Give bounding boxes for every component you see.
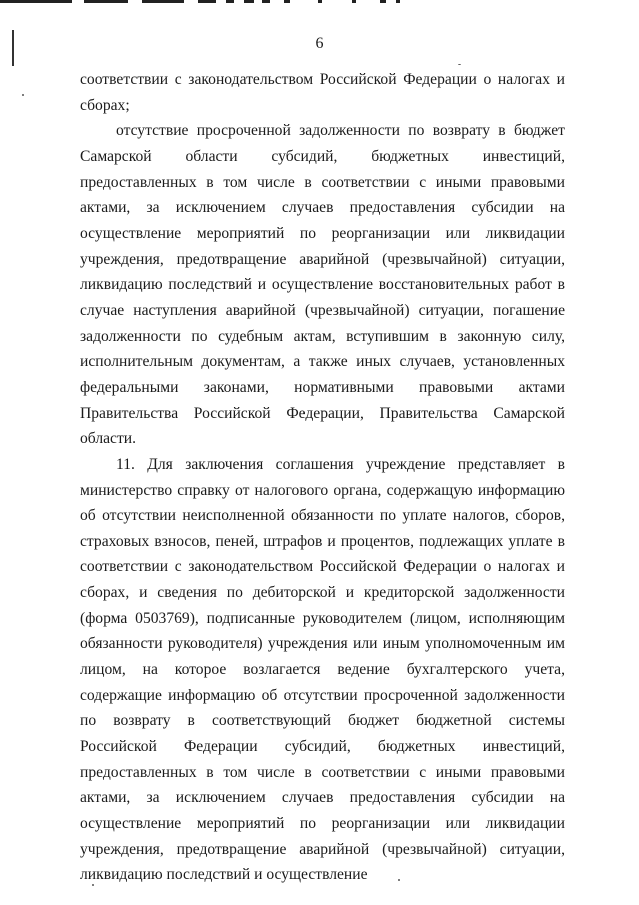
page-number: 6 (315, 35, 324, 52)
document-body (80, 67, 565, 888)
scan-speck (22, 94, 24, 96)
paragraph-clause-11: 11. Для заключения соглашения учреждение представляет в министерство справку от налогового органа, содержащую информацию об отсутствии неисполненной обязанности по уплате налогов, сборов, страховых взносов, пеней, штрафов и процентов, подлежащих уплате в соответствии с законодательством Российской Федерации о налогах и сборах, и сведения по дебиторской и кредиторской задолженности (форма 0503769), подписанные руководителем (лицом, исполняющим обязанности руководителя) учреждения или иным уполномоченным им лицом, на которое возлагается ведение бухгалтерского учета, содержащие информацию об отсутствии просроченной задолженности по возврату в соответствующий бюджет бюджетной системы Российской Федерации субсидий, бюджетных инвестиций, предоставленных в том числе в соответствии с иными правовыми актами, за исключением случаев предоставления субсидии на осуществление мероприятий по реорганизации или ликвидации учреждения, предотвращение аварийной (чрезвычайной) ситуации, ликвидацию последствий и осуществление (80, 455, 565, 884)
paragraph-no-overdue-debt: отсутствие просроченной задолженности по возврату в бюджет Самарской области субсидий, бюджетных инвестиций, предоставленных в том числе в соответствии с иными правовыми актами, за исключением случаев предоставления субсидии на осуществление мероприятий по реорганизации или ликвидации учреждения, предотвращение аварийной (чрезвычайной) ситуации, ликвидацию последствий и осуществление восстановительных работ в случае наступления аварийной (чрезвычайной) ситуации, погашение задолженности по судебным актам, вступившим в законную силу, исполнительным документам, а также иных случаев, установленных федеральными законами, нормативными правовыми актами Правительства Российской Федерации, Правительства Самарской области. (80, 122, 565, 448)
scan-top-edge (0, 0, 639, 4)
paragraph-continuation: соответствии с законодательством Российской Федерации о налогах и сборах; (80, 71, 565, 114)
scan-speck (458, 64, 461, 65)
